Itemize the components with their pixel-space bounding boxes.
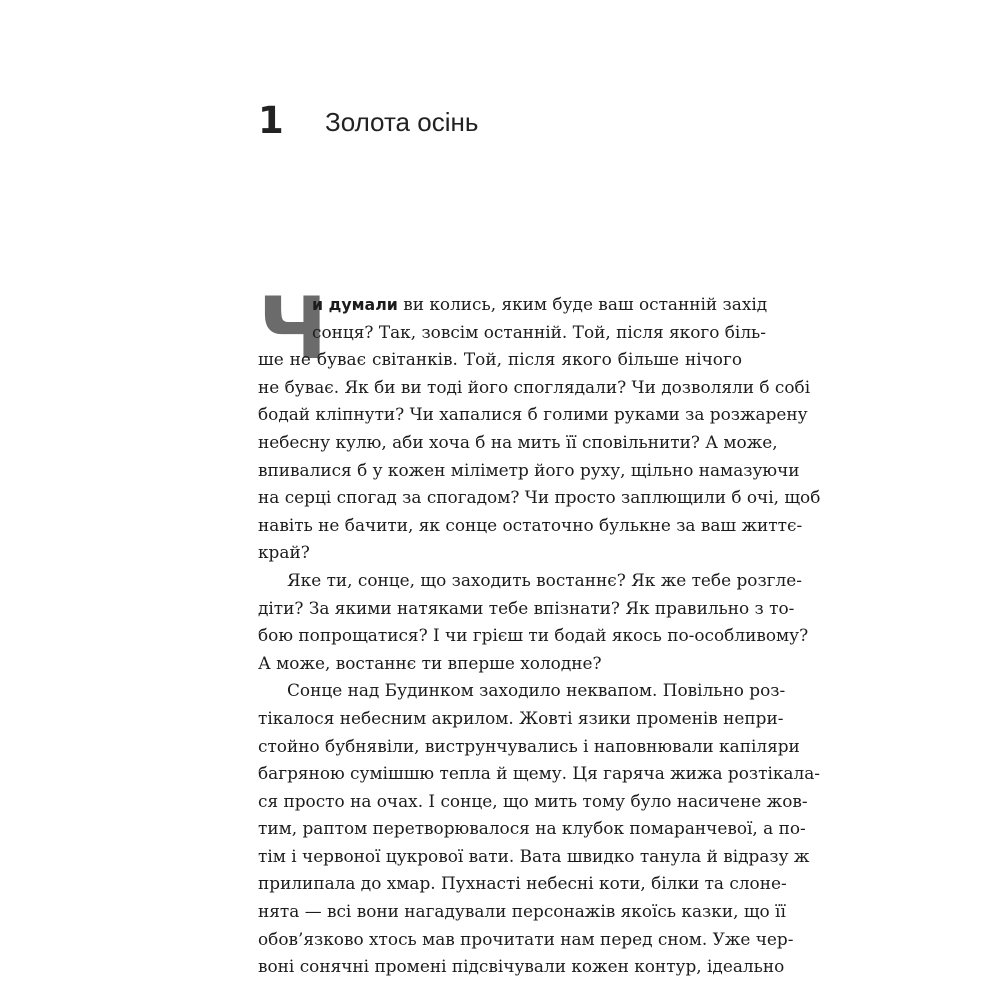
text-line: тім і червоної цукрової вати. Вата швидко танула й відразу ж — [258, 845, 810, 866]
lead-in-bold: и думали — [312, 295, 398, 314]
text-line: впивалися б у кожен міліметр його руху, щільно намазуючи — [258, 459, 800, 480]
chapter-title: Золота осінь — [325, 107, 479, 137]
text-line: ше не буває світанків. Той, після якого більше нічого — [258, 349, 742, 370]
text-line: А може, востаннє ти вперше холодне? — [258, 652, 602, 673]
text-line: ся просто на очах. І сонце, що мить тому було насичене жов- — [258, 790, 808, 811]
text-line: тікалося небесним акрилом. Жовті язики променів непри- — [258, 707, 784, 728]
text-line: стойно бубнявіли, виструнчувались і наповнювали капіляри — [258, 735, 800, 756]
chapter-number: 1 — [258, 99, 284, 142]
text-line — [258, 291, 768, 319]
text-line: Сонце над Будинком заходило неквапом. Повільно роз- — [287, 680, 786, 701]
text-line: бодай кліпнути? Чи хапалися б голими руками за розжарену — [258, 404, 808, 425]
text-line: край? — [258, 542, 310, 563]
text-line: не буває. Як би ви тоді його споглядали? Чи дозволяли б собі — [258, 376, 811, 397]
text-line: на серці спогад за спогадом? Чи просто заплющили б очі, щоб — [258, 487, 821, 508]
drop-cap-letter: Ч — [258, 279, 328, 379]
text-line: сонця? Так, зовсім останній. Той, після якого біль- — [312, 321, 766, 342]
text-line: Яке ти, сонце, що заходить востаннє? Як же тебе розгле- — [287, 569, 802, 590]
text-line-rest: ви колись, яким буде ваш останній захід — [397, 294, 768, 314]
body-text — [258, 279, 821, 981]
text-line: нята — всі вони нагадували персонажів якоїсь казки, що її — [258, 901, 786, 922]
text-line: воні сонячні промені підсвічували кожен контур, ідеально — [258, 956, 785, 977]
text-line: обов’язково хтось мав прочитати нам перед сном. Уже чер- — [258, 928, 794, 949]
paragraph-1-dropcap-lines — [258, 291, 768, 346]
text-line: бою попрощатися? І чи грієш ти бодай якось по-особливому? — [258, 625, 809, 646]
text-line: діти? За якими натяками тебе впізнати? Як правильно з то- — [258, 597, 795, 618]
text-line: небесну кулю, аби хоча б на мить її сповільнити? А може, — [258, 431, 778, 452]
text-line: навіть не бачити, як сонце остаточно булькне за ваш життє- — [258, 514, 803, 535]
text-line: тим, раптом перетворювалося на клубок помаранчевої, а по- — [258, 818, 806, 839]
text-line: прилипала до хмар. Пухнасті небесні коти, білки та слоне- — [258, 873, 787, 894]
text-line: багряною сумішшю тепла й щему. Ця гаряча жижа розтікала- — [258, 763, 820, 784]
